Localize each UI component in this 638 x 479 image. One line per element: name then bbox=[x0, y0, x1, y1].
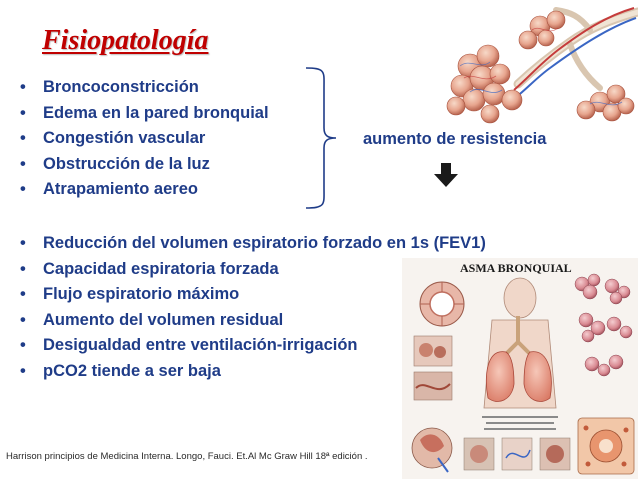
poster-title: ASMA BRONQUIAL bbox=[460, 261, 572, 275]
list-item bbox=[18, 75, 269, 101]
bullet-icon: • bbox=[20, 234, 26, 252]
asthma-poster-illustration bbox=[402, 258, 638, 479]
effect-label: pCO2 tiende a ser baja bbox=[43, 361, 221, 380]
effect-label: Capacidad espiratoria forzada bbox=[43, 259, 279, 278]
bullet-icon: • bbox=[20, 78, 26, 96]
bullet-icon: • bbox=[20, 285, 26, 304]
mechanism-label: Atrapamiento aereo bbox=[43, 180, 198, 199]
bullet-icon: • bbox=[20, 154, 26, 173]
bullet-icon: • bbox=[20, 129, 26, 148]
alveoli-illustration bbox=[440, 6, 638, 124]
bullet-icon: • bbox=[20, 361, 26, 380]
mechanism-label: Broncoconstricción bbox=[43, 78, 199, 96]
mechanism-label: Congestión vascular bbox=[43, 129, 206, 148]
list-item bbox=[18, 126, 269, 152]
list-item bbox=[18, 152, 269, 178]
effect-label: Aumento del volumen residual bbox=[43, 310, 284, 329]
slide-title: Fisiopatología bbox=[42, 25, 209, 56]
list-item bbox=[18, 231, 486, 257]
effect-label: Flujo espiratorio máximo bbox=[43, 285, 240, 304]
bullet-icon: • bbox=[20, 180, 26, 199]
mechanism-label: Obstrucción de la luz bbox=[43, 154, 210, 173]
list-item bbox=[18, 101, 269, 127]
bullet-icon: • bbox=[20, 336, 26, 355]
bullet-icon: • bbox=[20, 103, 26, 122]
mechanism-list bbox=[18, 75, 269, 203]
effect-label: Reducción del volumen espiratorio forzado en 1s (FEV1) bbox=[43, 234, 486, 252]
down-arrow-icon bbox=[433, 162, 459, 188]
effect-label: Desigualdad entre ventilación-irrigación bbox=[43, 336, 358, 355]
grouping-brace bbox=[304, 66, 338, 210]
list-item bbox=[18, 177, 269, 203]
bullet-icon: • bbox=[20, 259, 26, 278]
citation-footnote: Harrison principios de Medicina Interna. Longo, Fauci. Et.Al Mc Graw Hill 18ª edición . bbox=[6, 451, 368, 462]
bullet-icon: • bbox=[20, 310, 26, 329]
mechanism-label: Edema en la pared bronquial bbox=[43, 103, 269, 122]
result-label: aumento de resistencia bbox=[363, 130, 547, 148]
